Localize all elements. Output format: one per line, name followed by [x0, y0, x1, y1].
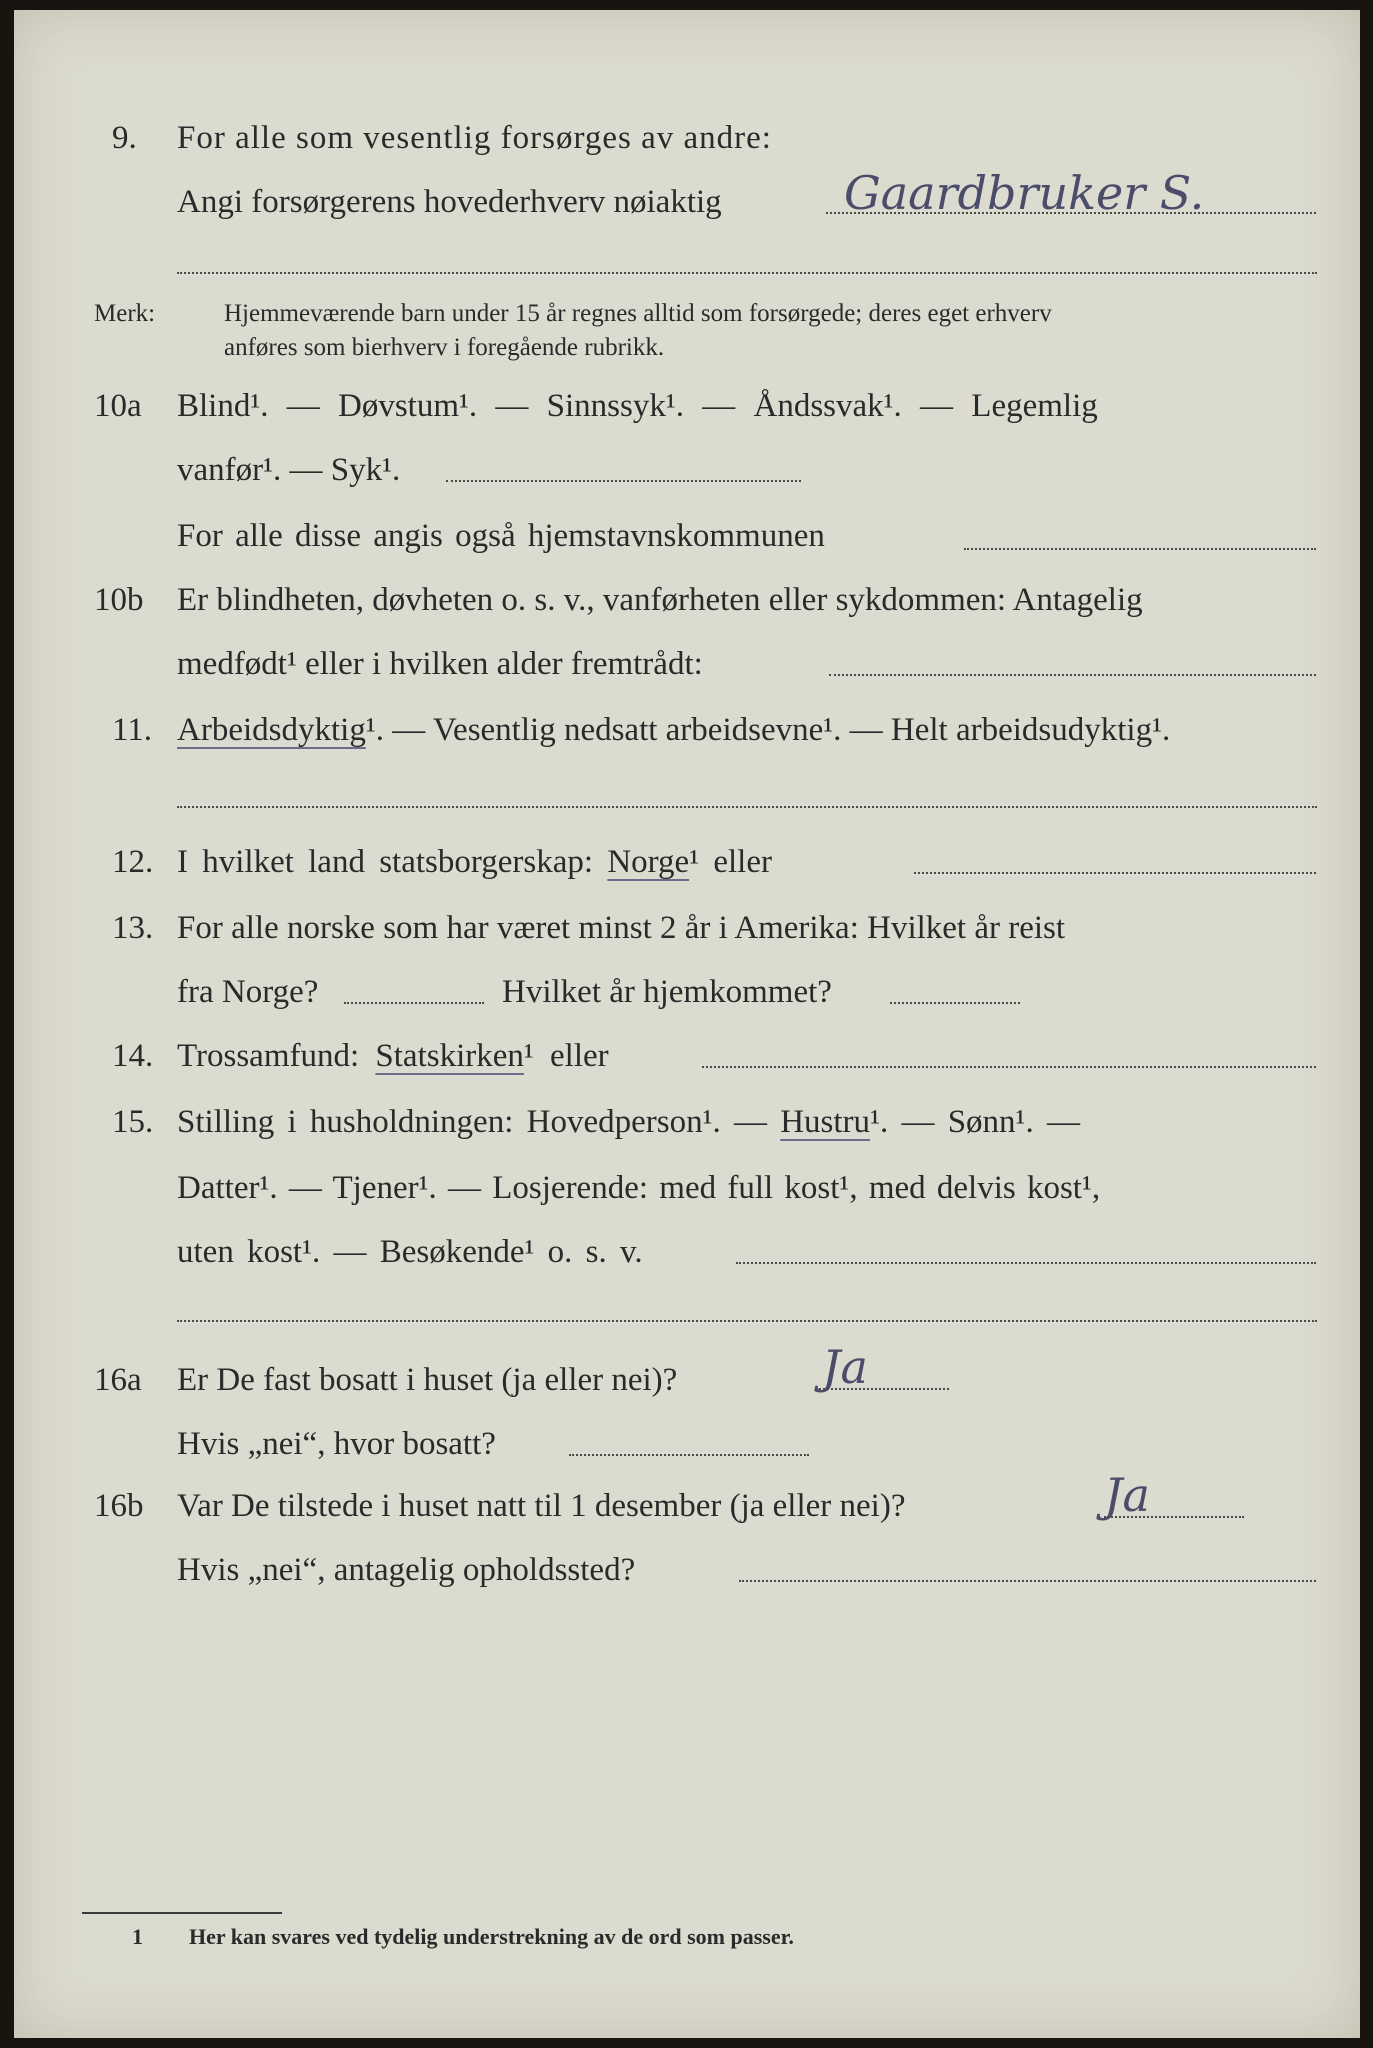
q10b-line2: medfødt¹ eller i hvilken alder fremtrådt:: [177, 646, 703, 682]
footnote-rule: [82, 1912, 282, 1914]
q14-post: ¹ eller: [523, 1038, 609, 1074]
footnote-text: Her kan svares ved tydelig understrekning av de ord som passer.: [189, 1924, 794, 1949]
q16b-opholdssted-line: [739, 1580, 1316, 1582]
q14-number: 14.: [112, 1038, 154, 1074]
q16a-bosatt-line: [569, 1454, 809, 1456]
q12-text: [177, 842, 772, 882]
q11-underlined-choice: Arbeidsdyktig: [177, 712, 366, 748]
q16b-number: 16b: [94, 1488, 144, 1524]
q15-line3: uten kost¹. — Besøkende¹ o. s. v.: [177, 1234, 643, 1270]
q10a-line3: For alle disse angis også hjemstavnskommunen: [177, 518, 825, 554]
q15-blank-line: [177, 1320, 1317, 1322]
q12-underlined-choice: Norge: [607, 844, 690, 880]
merk-line2: anføres som bierhverv i foregående rubrikk.: [224, 334, 665, 361]
q15-line1: [177, 1102, 1080, 1142]
q12-pre: I hvilket land statsborgerskap:: [177, 844, 594, 880]
q16a-number: 16a: [94, 1362, 142, 1398]
q16b-handwritten-answer: Ja: [1104, 1468, 1150, 1522]
q16b-line1: Var De tilstede i huset natt til 1 desember (ja eller nei)?: [177, 1488, 906, 1524]
q12-number: 12.: [112, 844, 154, 880]
q13-hjemkommet-line: [890, 1002, 1020, 1004]
q16a-answer-line: [819, 1388, 949, 1390]
q9-line2: Angi forsørgerens hovederhverv nøiaktig: [177, 184, 722, 220]
q13-number: 13.: [112, 910, 154, 946]
q14-answer-line: [702, 1066, 1316, 1068]
q10a-line2: vanfør¹. — Syk¹.: [177, 452, 401, 488]
q15-number: 15.: [112, 1104, 154, 1140]
q15-underlined-choice: Hustru: [780, 1104, 871, 1140]
q15-line1a: Stilling i husholdningen: Hovedperson¹. —: [177, 1104, 767, 1140]
q13-reist-line: [344, 1002, 484, 1004]
q10a-syk-line: [446, 480, 801, 482]
census-form-page: [14, 10, 1360, 2038]
q14-pre: Trossamfund:: [177, 1038, 360, 1074]
merk-line1: Hjemmeværende barn under 15 år regnes alltid som forsørgede; deres eget erhverv: [224, 300, 1052, 327]
q9-blank-line: [177, 272, 1317, 274]
q9-handwritten-answer: Gaardbruker S.: [844, 166, 1205, 220]
q14-underlined-choice: Statskirken: [375, 1038, 524, 1074]
q12-answer-line: [914, 872, 1316, 874]
q15-line2: Datter¹. — Tjener¹. — Losjerende: med full kost¹, med delvis kost¹,: [177, 1170, 1101, 1206]
q9-line1: For alle som vesentlig forsørges av andre:: [177, 120, 772, 156]
q12-post: ¹ eller: [689, 844, 772, 880]
q14-text: [177, 1036, 609, 1076]
q16b-line2: Hvis „nei“, antagelig opholdssted?: [177, 1552, 636, 1588]
footnote-mark: 1: [132, 1924, 143, 1949]
merk-label: Merk:: [94, 300, 156, 327]
q10a-line1: Blind¹. — Døvstum¹. — Sinnssyk¹. — Åndssvak¹. — Legemlig: [177, 388, 1098, 424]
q10a-kommune-line: [964, 548, 1316, 550]
q10a-number: 10a: [94, 388, 142, 424]
q10b-line1: Er blindheten, døvheten o. s. v., vanførheten eller sykdommen: Antagelig: [177, 582, 1143, 618]
q16a-handwritten-answer: Ja: [822, 1340, 868, 1394]
q15-line1b: ¹. — Sønn¹. —: [870, 1104, 1080, 1140]
q11-blank-line: [177, 806, 1317, 808]
q11-number: 11.: [112, 712, 153, 748]
q11-rest: ¹. — Vesentlig nedsatt arbeidsevne¹. — Helt arbeidsudyktig¹.: [365, 712, 1171, 748]
q13-line2a: fra Norge?: [177, 974, 319, 1010]
q13-line2b: Hvilket år hjemkommet?: [502, 974, 832, 1010]
q16b-answer-line: [1104, 1516, 1244, 1518]
q11-text: [177, 710, 1170, 750]
q10b-number: 10b: [94, 582, 144, 618]
q10b-answer-line: [829, 674, 1316, 676]
q15-answer-line: [736, 1262, 1316, 1264]
q16a-line1: Er De fast bosatt i huset (ja eller nei)?: [177, 1362, 678, 1398]
q9-number: 9.: [112, 120, 137, 156]
q13-line1: For alle norske som har været minst 2 år i Amerika: Hvilket år reist: [177, 910, 1066, 946]
q16a-line2: Hvis „nei“, hvor bosatt?: [177, 1426, 496, 1462]
